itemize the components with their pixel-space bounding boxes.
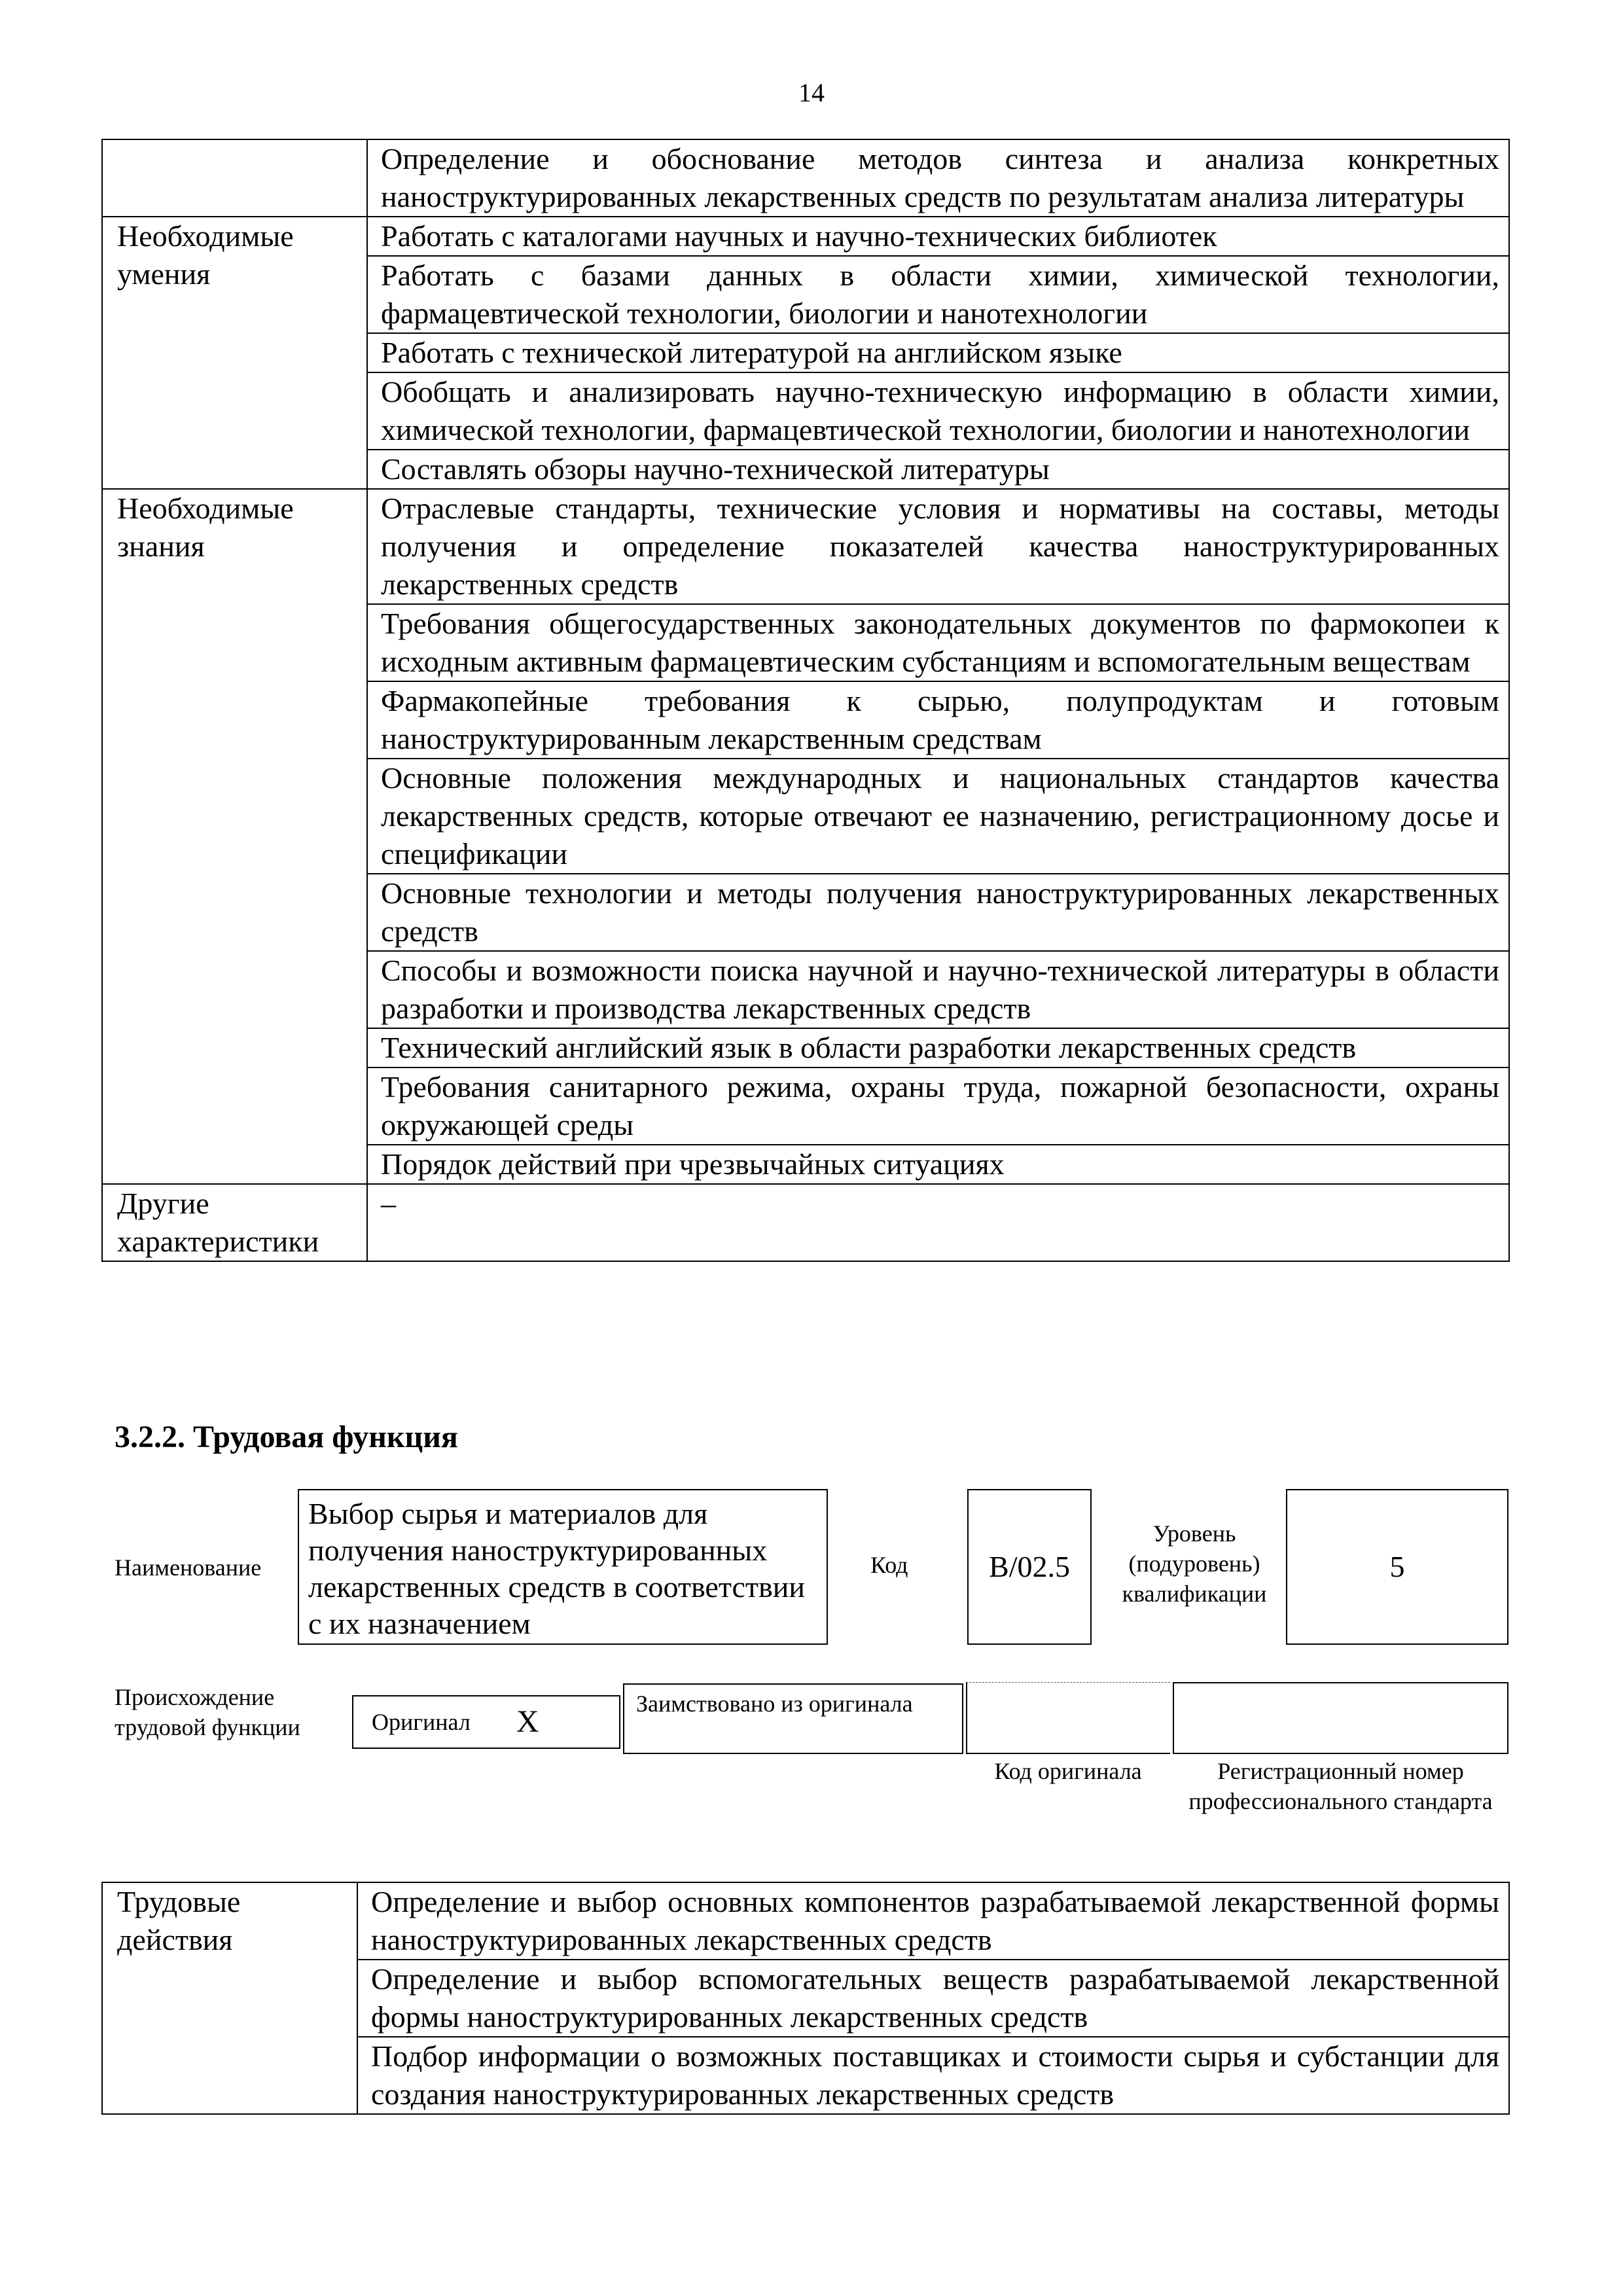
original-label: Оригинал: [372, 1709, 471, 1735]
original-box: [352, 1695, 620, 1749]
labor-actions-table: [101, 1882, 1510, 2115]
code-box: [967, 1489, 1092, 1645]
table-cell: Обобщать и анализировать научно-техническую информацию в области химии, химической технологии, фармацевтической технологии, биологии и нанотехнологии: [367, 372, 1509, 450]
table-cell: Основные положения международных и национальных стандартов качества лекарственных средств, которые отвечают ее назначению, регистрационному досье и спецификации: [367, 759, 1509, 874]
row-group-label: Другие характеристики: [102, 1184, 367, 1261]
level-value: 5: [1389, 1550, 1405, 1583]
table-cell: Требования общегосударственных законодательных документов по фармокопеи к исходным активным фармацевтическим субстанциям и вспомогательным веществам: [367, 604, 1509, 681]
table-cell: Фармакопейные требования к сырью, полупродуктам и готовым наноструктурированным лекарственным средствам: [367, 681, 1509, 759]
table-cell: Основные технологии и методы получения наноструктурированных лекарственных средств: [367, 874, 1509, 951]
function-name-box: [298, 1489, 828, 1645]
level-label: Уровень (подуровень) квалификации: [1122, 1520, 1267, 1607]
table-cell: Требования санитарного режима, охраны труда, пожарной безопасности, охраны окружающей среды: [367, 1067, 1509, 1145]
table-row: [102, 139, 1509, 217]
table-row: [102, 489, 1509, 604]
table-cell: Составлять обзоры научно-технической литературы: [367, 450, 1509, 489]
registration-number-box: [1173, 1682, 1508, 1754]
page-number: 14: [798, 78, 825, 107]
origin-label: Происхождение трудовой функции: [115, 1684, 300, 1740]
table-cell: Определение и выбор вспомогательных веществ разрабатываемой лекарственной формы наноструктурированных лекарственных средств: [357, 1960, 1509, 2037]
borrowed-label: Заимствовано из оригинала: [636, 1691, 913, 1717]
table-row: [102, 217, 1509, 256]
row-group-label: Трудовые действия: [102, 1882, 357, 2114]
name-label: Наименование: [115, 1554, 262, 1581]
table-cell: Подбор информации о возможных поставщиках и стоимости сырья и субстанции для создания наноструктурированных лекарственных средств: [357, 2037, 1509, 2114]
row-group-label: Необходимые знания: [102, 489, 367, 1184]
function-name-value: Выбор сырья и материалов для получения наноструктурированных лекарственных средств в соответствии с их назначением: [308, 1497, 805, 1640]
table-cell: Способы и возможности поиска научной и научно-технической литературы в области разработки и производства лекарственных средств: [367, 951, 1509, 1028]
table-cell: Работать с базами данных в области химии, химической технологии, фармацевтической технологии, биологии и нанотехнологии: [367, 256, 1509, 333]
row-group-label: [102, 139, 367, 217]
section-title: 3.2.2. Трудовая функция: [115, 1420, 458, 1454]
row-group-label: Необходимые умения: [102, 217, 367, 489]
table-cell: Определение и выбор основных компонентов разрабатываемой лекарственной формы наноструктурированных лекарственных средств: [357, 1882, 1509, 1960]
original-code-box: [966, 1682, 1170, 1754]
table-cell: Работать с каталогами научных и научно-технических библиотек: [367, 217, 1509, 256]
table-row: [102, 1882, 1509, 1960]
table-cell: Отраслевые стандарты, технические условия и нормативы на составы, методы получения и определение показателей качества наноструктурированных лекарственных средств: [367, 489, 1509, 604]
code-label: Код: [870, 1552, 908, 1578]
code-value: B/02.5: [989, 1550, 1070, 1583]
table-cell: –: [367, 1184, 1509, 1261]
table-cell: Порядок действий при чрезвычайных ситуациях: [367, 1145, 1509, 1184]
requirements-table: [101, 139, 1510, 1262]
original-mark: X: [516, 1704, 539, 1739]
level-box: [1286, 1489, 1508, 1645]
borrowed-box: [623, 1683, 963, 1754]
table-cell: Работать с технической литературой на английском языке: [367, 333, 1509, 372]
table-cell: Определение и обоснование методов синтеза и анализа конкретных наноструктурированных лекарственных средств по результатам анализа литературы: [367, 139, 1509, 217]
table-cell: Технический английский язык в области разработки лекарственных средств: [367, 1028, 1509, 1067]
registration-number-caption: Регистрационный номер профессионального стандарта: [1188, 1758, 1493, 1814]
original-code-caption: Код оригинала: [994, 1758, 1142, 1784]
table-row: [102, 1184, 1509, 1261]
